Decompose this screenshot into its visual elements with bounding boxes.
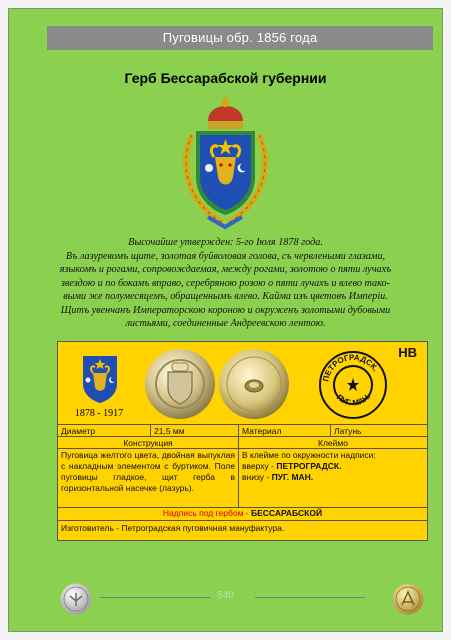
silver-eagle-medal-icon [60,583,92,615]
mark-top [242,461,424,472]
description-line: листьями, соединенные Андреевскою лентою. [125,318,326,329]
description-line: выми же полумесяцемъ, обращеннымъ влево. Кайма изъ цветовъ Имперіи. [63,291,388,302]
small-coat-icon [80,354,120,404]
mark-bottom-value: ПУГ. МАН. [271,472,314,482]
mark-top-prefix: вверху - [242,461,277,471]
under-coat-label: Надпись под гербом - [162,508,251,518]
page-title-bar: Пуговицы обр. 1856 года [47,26,433,50]
page-number: 540 [217,590,234,601]
material-value: Латунь [330,425,427,437]
svg-text:ПУГ. МАН.: ПУГ. МАН. [334,392,373,408]
maker-stamp-image [318,350,388,420]
under-coat-row [58,507,427,521]
svg-text:ПЕТРОГРАДСК.: ПЕТРОГРАДСК. [321,352,381,383]
under-coat-value: БЕССАРАБСКОЙ [250,508,323,518]
maker-row: Изготовитель - Петроградская пуговичная мануфактура. [58,520,427,540]
description-line: Въ лазуревомъ щите, золотая буйволовая голова, съ червлеными глазами, [65,250,386,262]
mark-bottom [242,472,424,483]
diameter-label: Диаметр [61,426,96,436]
button-info-card [57,341,428,541]
diameter-value: 21,5 мм [150,425,238,437]
material-label: Материал [238,425,330,437]
coat-of-arms-image [178,95,273,230]
details-row [58,448,427,508]
construction-header: Конструкция [123,438,173,448]
mark-bottom-prefix: внизу - [242,472,272,482]
coat-description [44,236,407,331]
section-heading: Герб Бессарабской губернии [124,70,327,86]
button-back-image [218,348,290,420]
years-label: 1878 - 1917 [74,408,124,419]
description-line: языкомъ и рогами, сопровождаемая, между рогами, золотою о пяти лучахъ [59,264,392,275]
button-front-image [144,348,216,420]
mark-header: Клеймо [238,437,427,449]
gold-monogram-medal-icon [392,583,424,615]
mark-text [238,449,427,508]
mark-intro: В клейме по окружности надписи: [242,450,376,460]
description-line: Высочайше утвержден: 5-го Іюля 1878 года. [128,237,323,248]
mark-top-value: ПЕТРОГРАДСК. [276,461,342,471]
description-line: звездою и по бокамъ вправо, серебряною розою о пяти лучахъ и влево тако- [61,277,390,289]
description-line: Щитъ увенчанъ Императорскою короною и окруженъ золотыми дубовыми [60,304,391,316]
badge-hv: НВ [398,345,417,360]
construction-text: Пуговица желтого цвета, двойная выпуклая с накладным элементом с буртиком. Поле пуговицы гладкое, щит герба в горизонтальной насечке (лазурь). [61,450,235,493]
